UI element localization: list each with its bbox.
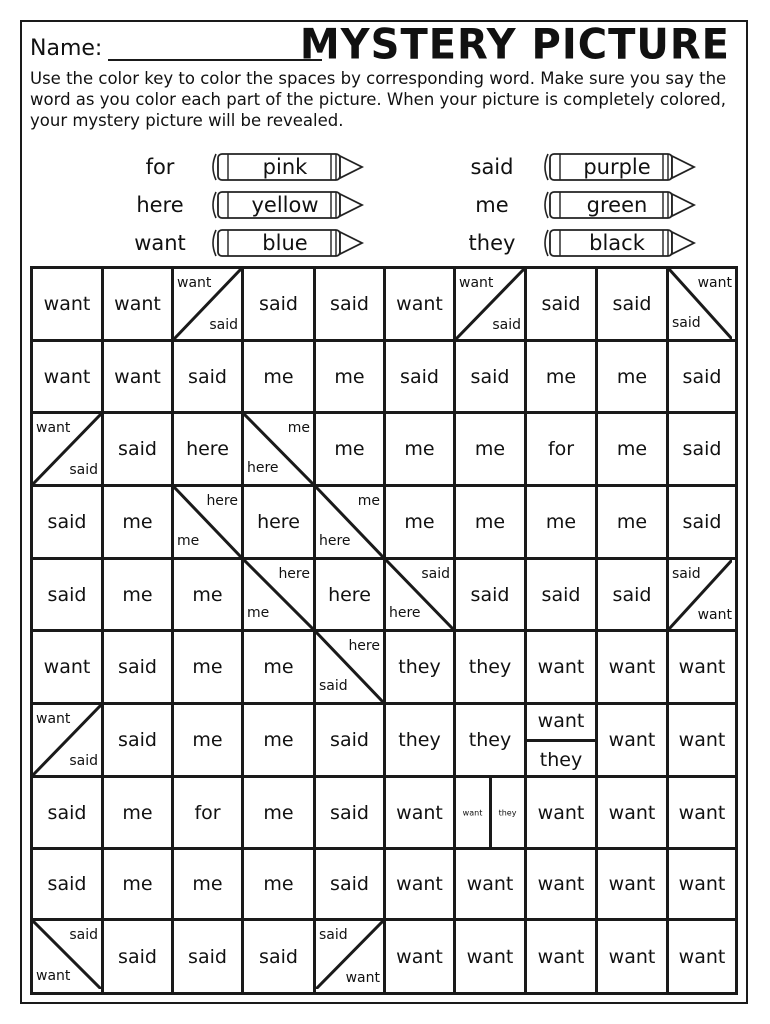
crayon-green <box>540 190 700 220</box>
cell-part-b: said <box>69 462 98 478</box>
grid-cell[interactable] <box>174 560 244 632</box>
grid-cell-split[interactable] <box>33 921 104 992</box>
cell-word: me <box>334 365 365 388</box>
grid-cell[interactable] <box>386 269 456 342</box>
key-word: here <box>136 193 184 217</box>
cell-word: me <box>263 729 294 751</box>
cell-word: said <box>118 729 157 751</box>
grid-cell[interactable] <box>669 487 735 560</box>
cell-part-b: said <box>319 678 348 694</box>
grid-cell-split[interactable] <box>244 414 316 487</box>
cell-word: they <box>468 729 512 751</box>
cell-part-a: said <box>69 927 98 943</box>
grid-cell[interactable] <box>316 705 386 778</box>
grid-cell[interactable] <box>598 778 669 850</box>
cell-part-a: here <box>348 638 380 654</box>
grid-cell[interactable] <box>244 342 316 414</box>
cell-word: said <box>612 293 652 315</box>
name-field <box>30 36 322 61</box>
color-key-left <box>112 148 372 262</box>
cell-word: me <box>474 511 506 533</box>
name-label: Name: <box>30 36 103 61</box>
grid-cell[interactable] <box>527 342 598 414</box>
grid-cell-split[interactable] <box>669 269 735 342</box>
mystery-picture-grid <box>30 266 738 995</box>
grid-cell[interactable] <box>33 487 104 560</box>
grid-cell-split[interactable] <box>244 560 316 632</box>
cell-word: me <box>122 583 153 606</box>
grid-cell[interactable] <box>386 342 456 414</box>
grid-cell[interactable] <box>386 778 456 850</box>
cell-word: want <box>537 656 585 678</box>
cell-part-a: want <box>177 275 212 291</box>
cell-word: me <box>616 365 648 388</box>
grid-cell[interactable] <box>33 850 104 921</box>
cell-part-b: want <box>697 607 732 623</box>
cell-word: want <box>608 729 656 751</box>
cell-part-b: they <box>498 808 517 817</box>
cell-word: said <box>612 583 652 606</box>
cell-word: said <box>682 365 722 388</box>
cell-part-b: said <box>492 317 521 333</box>
cell-word: want <box>678 945 726 968</box>
cell-word: me <box>192 729 223 751</box>
cell-word: me <box>616 438 648 460</box>
grid-cell[interactable] <box>598 414 669 487</box>
grid-cell[interactable] <box>456 487 527 560</box>
grid-cell[interactable] <box>527 632 598 705</box>
grid-cell[interactable] <box>669 921 735 992</box>
cell-word: want <box>396 801 443 824</box>
cell-word: said <box>118 656 157 678</box>
cell-part-b: said <box>672 315 701 331</box>
cell-word: for <box>547 438 575 460</box>
grid-cell[interactable] <box>456 414 527 487</box>
cell-word: want <box>43 656 91 678</box>
cell-word: want <box>678 729 726 751</box>
cell-part-a: me <box>287 420 310 436</box>
grid-cell-split[interactable] <box>456 269 527 342</box>
cell-word: me <box>616 511 648 533</box>
grid-cell-split[interactable] <box>316 921 386 992</box>
grid-cell[interactable] <box>104 269 174 342</box>
grid-cell[interactable] <box>598 850 669 921</box>
cell-word: said <box>47 511 87 533</box>
grid-cell[interactable] <box>386 705 456 778</box>
cell-word: want <box>466 873 514 895</box>
cell-part-b: want <box>345 970 380 986</box>
grid-cell-split[interactable] <box>316 632 386 705</box>
key-word: me <box>475 193 509 217</box>
cell-word: want <box>608 873 656 895</box>
grid-cell[interactable] <box>316 850 386 921</box>
cell-word: want <box>608 801 656 824</box>
cell-word: want <box>466 945 514 968</box>
grid-cell[interactable] <box>33 632 104 705</box>
cell-word: me <box>263 873 294 895</box>
key-row <box>444 224 704 262</box>
cell-word: want <box>537 945 585 968</box>
grid-cell[interactable] <box>174 705 244 778</box>
cell-word: me <box>334 438 365 460</box>
grid-cell[interactable] <box>104 850 174 921</box>
cell-part-a: want <box>697 275 732 291</box>
grid-cell[interactable] <box>316 342 386 414</box>
cell-word: they <box>398 656 441 678</box>
key-word: for <box>145 155 175 179</box>
grid-cell[interactable] <box>598 632 669 705</box>
cell-word: me <box>545 511 577 533</box>
cell-part-b: here <box>247 460 279 476</box>
grid-cell[interactable] <box>174 342 244 414</box>
cell-word: said <box>541 293 581 315</box>
grid-cell[interactable] <box>669 705 735 778</box>
cell-word: me <box>263 656 294 678</box>
grid-cell[interactable] <box>456 342 527 414</box>
grid-cell[interactable] <box>244 632 316 705</box>
key-row <box>444 148 704 186</box>
cell-part-a: want <box>537 710 585 732</box>
grid-cell[interactable] <box>104 921 174 992</box>
grid-cell[interactable] <box>456 921 527 992</box>
key-word: they <box>468 231 516 255</box>
key-row <box>112 186 372 224</box>
cell-part-b: me <box>247 605 270 621</box>
crayon-color-label: pink <box>262 155 308 179</box>
cell-word: said <box>47 873 87 895</box>
grid-cell[interactable] <box>316 269 386 342</box>
grid-cell[interactable] <box>33 560 104 632</box>
grid-cell[interactable] <box>316 560 386 632</box>
cell-word: me <box>192 873 223 895</box>
grid-cell[interactable] <box>386 632 456 705</box>
crayon-color-label: yellow <box>251 193 319 217</box>
grid-cell-split[interactable] <box>33 705 104 778</box>
cell-word: said <box>682 438 722 460</box>
key-word: want <box>134 231 186 255</box>
grid-cell[interactable] <box>386 921 456 992</box>
grid-cell[interactable] <box>386 487 456 560</box>
grid-cell[interactable] <box>527 850 598 921</box>
color-key-right <box>444 148 704 262</box>
grid-cell[interactable] <box>527 560 598 632</box>
cell-part-a: want <box>36 420 71 436</box>
grid-cell[interactable] <box>244 487 316 560</box>
cell-word: want <box>678 801 726 824</box>
cell-word: said <box>541 583 581 606</box>
crayon-black <box>540 228 700 258</box>
cell-word: here <box>328 583 371 606</box>
crayon-purple <box>540 152 700 182</box>
grid-cell[interactable] <box>527 414 598 487</box>
cell-part-a: want <box>36 711 71 727</box>
cell-word: they <box>468 656 512 678</box>
cell-word: me <box>122 511 153 533</box>
cell-word: me <box>122 801 153 824</box>
grid-cell[interactable] <box>33 269 104 342</box>
cell-part-b: here <box>389 605 421 621</box>
cell-part-b: here <box>319 533 351 549</box>
crayon-color-label: purple <box>583 155 651 179</box>
cell-word: said <box>470 365 510 388</box>
cell-word: want <box>608 945 656 968</box>
grid-cell[interactable] <box>598 560 669 632</box>
grid-cell[interactable] <box>598 487 669 560</box>
cell-word: for <box>194 801 221 824</box>
cell-word: said <box>330 801 369 824</box>
grid-cell[interactable] <box>316 778 386 850</box>
grid-cell[interactable] <box>527 778 598 850</box>
cell-part-a: want <box>462 808 483 817</box>
cell-part-a: here <box>206 493 238 509</box>
grid-cell[interactable] <box>104 560 174 632</box>
cell-word: want <box>537 801 585 824</box>
name-blank-line[interactable] <box>108 39 322 61</box>
grid-cell[interactable] <box>598 921 669 992</box>
grid-cell[interactable] <box>527 487 598 560</box>
cell-word: said <box>400 365 439 388</box>
cell-word: want <box>678 656 726 678</box>
grid-cell-split[interactable] <box>316 487 386 560</box>
grid-cell[interactable] <box>174 921 244 992</box>
cell-part-a: here <box>278 566 310 582</box>
cell-part-a: said <box>421 566 450 582</box>
grid-cell[interactable] <box>104 778 174 850</box>
cell-word: here <box>257 511 300 533</box>
grid-cell[interactable] <box>104 487 174 560</box>
grid-cell[interactable] <box>669 850 735 921</box>
cell-word: want <box>396 293 443 315</box>
cell-word: want <box>608 656 656 678</box>
cell-part-a: me <box>357 493 380 509</box>
cell-word: want <box>678 873 726 895</box>
crayon-color-label: blue <box>262 231 308 255</box>
grid-cell[interactable] <box>174 778 244 850</box>
cell-word: said <box>330 873 369 895</box>
cell-word: want <box>396 945 443 968</box>
crayon-blue <box>208 228 368 258</box>
grid-cell[interactable] <box>669 778 735 850</box>
grid-cell[interactable] <box>174 414 244 487</box>
cell-word: said <box>118 438 157 460</box>
key-row <box>112 148 372 186</box>
grid-cell[interactable] <box>598 705 669 778</box>
grid-cell[interactable] <box>456 632 527 705</box>
cell-word: here <box>186 438 229 460</box>
grid-cell[interactable] <box>669 342 735 414</box>
cell-word: want <box>114 293 161 315</box>
cell-word: me <box>404 438 435 460</box>
grid-cell[interactable] <box>669 632 735 705</box>
cell-part-b: said <box>209 317 238 333</box>
cell-word: me <box>122 873 153 895</box>
cell-word: me <box>263 801 294 824</box>
cell-part-b: said <box>69 753 98 769</box>
grid-cell-split[interactable] <box>456 778 527 850</box>
cell-word: want <box>396 873 443 895</box>
grid-cell[interactable] <box>104 414 174 487</box>
key-row <box>444 186 704 224</box>
cell-part-b: they <box>539 749 583 771</box>
grid-cell[interactable] <box>456 850 527 921</box>
grid-cell[interactable] <box>456 705 527 778</box>
instructions: Use the color key to color the spaces by corresponding word. Make sure you say the word as you color each part of the picture. When your picture is completely colored, your mystery picture will be revealed. <box>30 69 727 130</box>
grid-cell-split[interactable] <box>669 560 735 632</box>
cell-word: me <box>192 656 223 678</box>
cell-part-a: want <box>459 275 494 291</box>
grid-cell[interactable] <box>174 850 244 921</box>
grid-cell[interactable] <box>104 705 174 778</box>
grid-cell[interactable] <box>244 850 316 921</box>
grid-cell[interactable] <box>527 921 598 992</box>
cell-word: want <box>537 873 585 895</box>
grid-cell[interactable] <box>104 632 174 705</box>
cell-part-b: me <box>177 533 200 549</box>
grid-cell-split[interactable] <box>386 560 456 632</box>
cell-word: me <box>545 365 577 388</box>
grid-cell[interactable] <box>244 705 316 778</box>
grid-cell[interactable] <box>33 342 104 414</box>
grid-cell[interactable] <box>316 414 386 487</box>
grid-cell-split[interactable] <box>527 705 598 778</box>
cell-word: me <box>404 511 435 533</box>
grid-cell[interactable] <box>386 414 456 487</box>
cell-word: they <box>398 729 441 751</box>
crayon-color-label: black <box>589 231 645 255</box>
grid-cell[interactable] <box>456 560 527 632</box>
grid-cell[interactable] <box>104 342 174 414</box>
cell-word: me <box>192 583 223 606</box>
grid-cell[interactable] <box>598 269 669 342</box>
cell-word: said <box>330 293 369 315</box>
cell-word: said <box>682 511 722 533</box>
horizontal-divider <box>527 739 595 742</box>
grid-cell[interactable] <box>598 342 669 414</box>
cell-word: want <box>114 365 161 388</box>
cell-word: said <box>118 945 157 968</box>
cell-word: said <box>330 729 369 751</box>
cell-word: said <box>47 801 87 824</box>
grid-cell-split[interactable] <box>174 269 244 342</box>
cell-word: said <box>188 945 227 968</box>
grid-cell[interactable] <box>174 632 244 705</box>
cell-word: me <box>263 365 294 388</box>
cell-word: said <box>188 365 227 388</box>
crayon-yellow <box>208 190 368 220</box>
grid-cell[interactable] <box>33 778 104 850</box>
grid-cell[interactable] <box>386 850 456 921</box>
page-title: MYSTERY PICTURE <box>299 20 730 70</box>
grid-cell[interactable] <box>244 269 316 342</box>
cell-word: me <box>474 438 506 460</box>
key-word: said <box>470 155 514 179</box>
cell-part-a: said <box>672 566 701 582</box>
cell-word: said <box>259 293 298 315</box>
cell-word: said <box>470 583 510 606</box>
grid-cell[interactable] <box>527 269 598 342</box>
grid-cell[interactable] <box>244 778 316 850</box>
crayon-pink <box>208 152 368 182</box>
cell-part-a: said <box>319 927 348 943</box>
grid-cell-split[interactable] <box>174 487 244 560</box>
cell-word: said <box>259 945 298 968</box>
grid-cell-split[interactable] <box>33 414 104 487</box>
grid-cell[interactable] <box>244 921 316 992</box>
key-row <box>112 224 372 262</box>
cell-part-b: want <box>36 968 71 984</box>
crayon-color-label: green <box>586 193 648 217</box>
grid-cell[interactable] <box>669 414 735 487</box>
cell-word: said <box>47 583 87 606</box>
cell-word: want <box>43 293 91 315</box>
cell-word: want <box>43 365 91 388</box>
